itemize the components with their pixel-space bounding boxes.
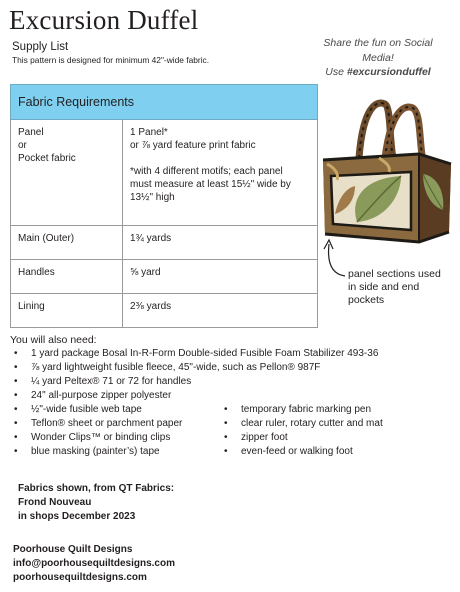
panel-label-line: or <box>18 140 27 151</box>
callout-line: panel sections used <box>348 268 441 280</box>
share-line-1: Share the fun on Social <box>323 37 433 49</box>
callout-line: pockets <box>348 294 385 306</box>
panel-footnote-line: *with 4 different motifs; each panel <box>130 166 283 177</box>
callout-line: in side and end <box>348 281 420 293</box>
list-item: • zipper foot <box>220 431 383 445</box>
company-info <box>13 543 175 585</box>
list-item: • even-feed or walking foot <box>220 445 383 459</box>
list-item: • ⅞ yard lightweight fusible fleece, 45"-wide, such as Pellon® 987F <box>10 361 378 375</box>
share-line-2: Media! <box>362 51 394 64</box>
supplies-list-right <box>220 403 383 459</box>
list-item: • ¼ yard Peltex® 71 or 72 for handles <box>10 375 378 389</box>
list-item: • clear ruler, rotary cutter and mat <box>220 417 383 431</box>
row-label: Main (Outer) <box>11 226 123 260</box>
page-subtitle: Supply List <box>12 41 69 53</box>
social-share-note <box>308 36 448 80</box>
panel-label-line: Pocket fabric <box>18 153 76 164</box>
panel-footnote-line: 13½" high <box>130 192 175 203</box>
duffel-bag-photo <box>319 96 455 246</box>
list-item: • temporary fabric marking pen <box>220 403 383 417</box>
list-item: • Wonder Clips™ or binding clips <box>10 431 378 445</box>
list-item: • blue masking (painter’s) tape <box>10 445 378 459</box>
row-amount: 2⅜ yards <box>123 294 318 328</box>
row-label: Lining <box>11 294 123 328</box>
share-prefix: Use <box>325 66 347 78</box>
share-line-3 <box>308 65 448 80</box>
row-amount: ⅝ yard <box>123 260 318 294</box>
company-name: Poorhouse Quilt Designs <box>13 544 133 555</box>
table-row <box>11 260 318 294</box>
company-email[interactable]: info@poorhousequiltdesigns.com <box>13 558 175 569</box>
panel-amount-line: 1 Panel* <box>130 127 168 138</box>
fabric-requirements-table <box>10 84 318 328</box>
table-row <box>11 120 318 226</box>
table-row <box>11 294 318 328</box>
row-amount: 1¾ yards <box>123 226 318 260</box>
list-item: • ½"-wide fusible web tape <box>10 403 378 417</box>
list-item: • 1 yard package Bosal In-R-Form Double-sided Fusible Foam Stabilizer 493-36 <box>10 347 378 361</box>
panel-label-line: Panel <box>18 127 44 138</box>
fabrics-shown-line: Frond Nouveau <box>18 497 92 508</box>
row-label: Handles <box>11 260 123 294</box>
list-item: • Teflon® sheet or parchment paper <box>10 417 378 431</box>
table-row <box>11 226 318 260</box>
table-heading: Fabric Requirements <box>11 85 318 120</box>
pocket-callout <box>348 268 458 307</box>
panel-amount-line: or ⅞ yard feature print fabric <box>130 140 256 151</box>
company-website[interactable]: poorhousequiltdesigns.com <box>13 572 147 583</box>
panel-footnote-line: must measure at least 15½" wide by <box>130 179 291 190</box>
row-amount <box>123 120 318 226</box>
share-hashtag: #excursionduffel <box>346 66 431 78</box>
row-label <box>11 120 123 226</box>
supplies-heading: You will also need: <box>10 334 97 346</box>
fabric-width-note: This pattern is designed for minimum 42"-wide fabric. <box>12 55 210 65</box>
fabrics-shown-line: in shops December 2023 <box>18 511 136 522</box>
fabrics-shown-line: Fabrics shown, from QT Fabrics: <box>18 483 175 494</box>
fabrics-shown <box>18 482 174 524</box>
page-title: Excursion Duffel <box>9 5 199 35</box>
list-item: • 24" all-purpose zipper polyester <box>10 389 378 403</box>
